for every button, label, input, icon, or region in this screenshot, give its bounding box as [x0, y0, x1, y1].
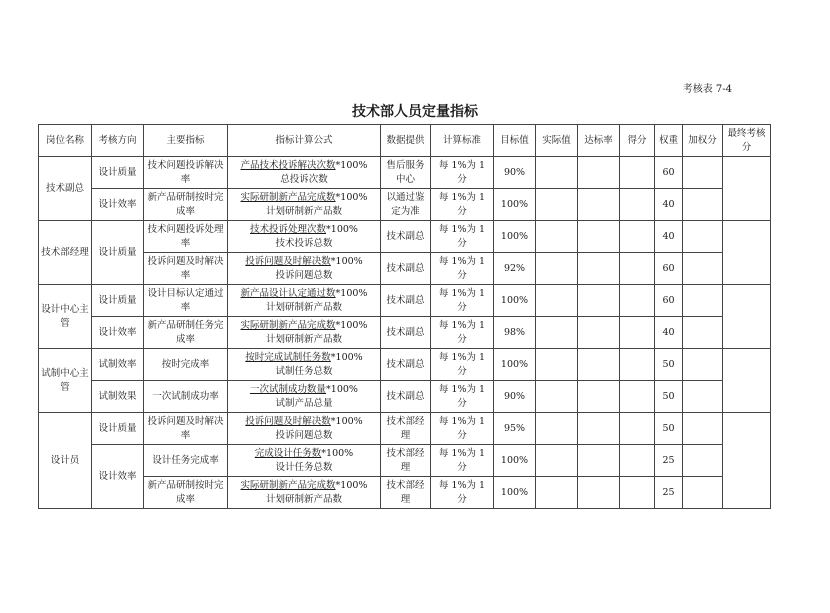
rate-cell [578, 221, 620, 253]
direction-cell: 设计效率 [92, 189, 144, 221]
rate-cell [578, 285, 620, 317]
actual-cell [536, 253, 578, 285]
score-cell [620, 317, 655, 349]
standard-cell: 每 1%为 1 分 [431, 189, 494, 221]
col-header: 达标率 [578, 125, 620, 157]
rate-cell [578, 413, 620, 445]
formula-line [241, 320, 368, 331]
indicator-cell: 设计任务完成率 [144, 445, 228, 477]
standard-cell: 每 1%为 1 分 [431, 317, 494, 349]
formula-numerator: 投诉问题及时解决数 [245, 415, 331, 427]
score-cell [620, 189, 655, 221]
indicator-cell: 投诉问题及时解决率 [144, 413, 228, 445]
score-cell [620, 381, 655, 413]
formula-line [245, 416, 362, 427]
weight-cell: 50 [655, 413, 683, 445]
formula-numerator: 实际研制新产品完成数 [240, 191, 336, 203]
position-cell: 技术副总 [39, 157, 92, 221]
table-row [39, 477, 771, 509]
formula-cell [228, 221, 381, 253]
col-header: 考核方向 [92, 125, 144, 157]
actual-cell [536, 221, 578, 253]
target-cell: 100% [494, 349, 536, 381]
formula-cell [228, 285, 381, 317]
col-header: 权重 [655, 125, 683, 157]
formula-numerator: 新产品设计认定通过数 [240, 287, 336, 299]
formula-multiplier: *100% [326, 383, 358, 395]
target-cell: 90% [494, 381, 536, 413]
score-cell [620, 445, 655, 477]
formula-multiplier: *100% [330, 351, 363, 363]
formula-cell [228, 445, 381, 477]
rate-cell [578, 253, 620, 285]
provider-cell: 售后服务中心 [381, 157, 431, 189]
formula-numerator: 一次试制成功数量 [250, 383, 327, 395]
col-header: 加权分 [683, 125, 723, 157]
rate-cell [578, 189, 620, 221]
target-cell: 100% [494, 221, 536, 253]
table-row [39, 381, 771, 413]
provider-cell: 技术副总 [381, 349, 431, 381]
provider-cell: 技术部经理 [381, 413, 431, 445]
actual-cell [536, 349, 578, 381]
weighted-score-cell [683, 413, 723, 445]
page-title: 技术部人员定量指标 [352, 104, 478, 120]
provider-cell: 以通过鉴定为准 [381, 189, 431, 221]
table-row [39, 317, 771, 349]
rate-cell [578, 157, 620, 189]
formula-line [255, 448, 353, 459]
indicator-cell: 投诉问题及时解决率 [144, 253, 228, 285]
target-cell: 100% [494, 445, 536, 477]
col-header: 实际值 [536, 125, 578, 157]
direction-cell: 设计质量 [92, 413, 144, 445]
formula-multiplier: *100% [335, 159, 368, 171]
target-cell: 98% [494, 317, 536, 349]
col-header: 指标计算公式 [228, 125, 381, 157]
col-header: 数据提供 [381, 125, 431, 157]
standard-cell: 每 1%为 1 分 [431, 477, 494, 509]
final-score-cell [723, 413, 771, 509]
standard-cell: 每 1%为 1 分 [431, 285, 494, 317]
rate-cell [578, 317, 620, 349]
formula-multiplier: *100% [335, 191, 368, 203]
formula-numerator: 实际研制新产品完成数 [240, 479, 336, 491]
score-cell [620, 221, 655, 253]
weighted-score-cell [683, 477, 723, 509]
rate-cell [578, 445, 620, 477]
formula-multiplier: *100% [335, 287, 368, 299]
final-score-cell [723, 221, 771, 285]
direction-cell: 设计质量 [92, 285, 144, 317]
formula-multiplier: *100% [330, 255, 363, 267]
standard-cell: 每 1%为 1 分 [431, 349, 494, 381]
formula-cell [228, 381, 381, 413]
indicator-cell: 新产品研制按时完成率 [144, 189, 228, 221]
actual-cell [536, 189, 578, 221]
final-score-cell [723, 349, 771, 413]
weight-cell: 40 [655, 317, 683, 349]
table-row [39, 253, 771, 285]
provider-cell: 技术副总 [381, 253, 431, 285]
weighted-score-cell [683, 445, 723, 477]
indicator-cell: 新产品研制任务完成率 [144, 317, 228, 349]
formula-numerator: 按时完成试制任务数 [245, 351, 331, 363]
direction-cell: 设计质量 [92, 157, 144, 189]
direction-cell: 设计效率 [92, 317, 144, 349]
formula-denominator: 试制产品总量 [275, 397, 333, 409]
target-cell: 100% [494, 477, 536, 509]
formula-multiplier: *100% [326, 223, 358, 235]
indicator-cell: 设计目标认定通过率 [144, 285, 228, 317]
col-header: 计算标准 [431, 125, 494, 157]
formula-line [250, 224, 358, 235]
weighted-score-cell [683, 157, 723, 189]
formula-denominator: 总投诉次数 [280, 173, 328, 185]
target-cell: 95% [494, 413, 536, 445]
actual-cell [536, 445, 578, 477]
formula-line [241, 288, 368, 299]
weighted-score-cell [683, 221, 723, 253]
indicator-cell: 技术问题投诉解决率 [144, 157, 228, 189]
standard-cell: 每 1%为 1 分 [431, 413, 494, 445]
weighted-score-cell [683, 189, 723, 221]
weight-cell: 40 [655, 189, 683, 221]
score-cell [620, 157, 655, 189]
target-cell: 92% [494, 253, 536, 285]
provider-cell: 技术副总 [381, 317, 431, 349]
weight-cell: 60 [655, 157, 683, 189]
formula-denominator: 技术投诉总数 [275, 237, 333, 249]
position-cell: 试制中心主管 [39, 349, 92, 413]
formula-line [241, 160, 368, 171]
weighted-score-cell [683, 381, 723, 413]
formula-numerator: 投诉问题及时解决数 [245, 255, 331, 267]
formula-line [241, 480, 368, 491]
rate-cell [578, 381, 620, 413]
standard-cell: 每 1%为 1 分 [431, 253, 494, 285]
standard-cell: 每 1%为 1 分 [431, 381, 494, 413]
weighted-score-cell [683, 285, 723, 317]
provider-cell: 技术副总 [381, 381, 431, 413]
direction-cell: 设计效率 [92, 445, 144, 509]
rate-cell [578, 349, 620, 381]
weight-cell: 25 [655, 445, 683, 477]
weight-cell: 60 [655, 285, 683, 317]
direction-cell: 试制效果 [92, 381, 144, 413]
actual-cell [536, 477, 578, 509]
kpi-table [38, 124, 771, 509]
table-row [39, 413, 771, 445]
rate-cell [578, 477, 620, 509]
formula-cell [228, 413, 381, 445]
form-number: 考核表 7-4 [682, 84, 732, 95]
weighted-score-cell [683, 349, 723, 381]
target-cell: 100% [494, 189, 536, 221]
formula-cell [228, 253, 381, 285]
formula-numerator: 完成设计任务数 [254, 447, 322, 459]
final-score-cell [723, 157, 771, 221]
score-cell [620, 477, 655, 509]
indicator-cell: 新产品研制按时完成率 [144, 477, 228, 509]
actual-cell [536, 285, 578, 317]
formula-denominator: 计划研制新产品数 [265, 205, 342, 217]
provider-cell: 技术部经理 [381, 445, 431, 477]
direction-cell: 试制效率 [92, 349, 144, 381]
table-row [39, 445, 771, 477]
score-cell [620, 253, 655, 285]
table-row [39, 189, 771, 221]
standard-cell: 每 1%为 1 分 [431, 221, 494, 253]
indicator-cell: 技术问题投诉处理率 [144, 221, 228, 253]
provider-cell: 技术副总 [381, 285, 431, 317]
formula-denominator: 投诉问题总数 [275, 269, 333, 281]
weight-cell: 50 [655, 381, 683, 413]
weight-cell: 40 [655, 221, 683, 253]
formula-cell [228, 317, 381, 349]
actual-cell [536, 157, 578, 189]
indicator-cell: 按时完成率 [144, 349, 228, 381]
weight-cell: 60 [655, 253, 683, 285]
target-cell: 100% [494, 285, 536, 317]
formula-denominator: 计划研制新产品数 [265, 333, 342, 345]
score-cell [620, 349, 655, 381]
score-cell [620, 285, 655, 317]
weighted-score-cell [683, 317, 723, 349]
indicator-cell: 一次试制成功率 [144, 381, 228, 413]
formula-denominator: 设计任务总数 [275, 461, 333, 473]
formula-denominator: 计划研制新产品数 [265, 493, 342, 505]
formula-denominator: 投诉问题总数 [275, 429, 333, 441]
table-row [39, 349, 771, 381]
col-header: 目标值 [494, 125, 536, 157]
standard-cell: 每 1%为 1 分 [431, 157, 494, 189]
position-cell: 设计员 [39, 413, 92, 509]
formula-denominator: 计划研制新产品数 [265, 301, 342, 313]
position-cell: 设计中心主管 [39, 285, 92, 349]
standard-cell: 每 1%为 1 分 [431, 445, 494, 477]
table-row [39, 285, 771, 317]
weighted-score-cell [683, 253, 723, 285]
formula-line [241, 192, 368, 203]
formula-cell [228, 189, 381, 221]
weight-cell: 50 [655, 349, 683, 381]
table-header-row [39, 125, 771, 157]
actual-cell [536, 381, 578, 413]
actual-cell [536, 317, 578, 349]
provider-cell: 技术副总 [381, 221, 431, 253]
formula-cell [228, 477, 381, 509]
actual-cell [536, 413, 578, 445]
weight-cell: 25 [655, 477, 683, 509]
formula-denominator: 试制任务总数 [275, 365, 333, 377]
table-row [39, 157, 771, 189]
formula-multiplier: *100% [335, 479, 368, 491]
direction-cell: 设计质量 [92, 221, 144, 285]
provider-cell: 技术部经理 [381, 477, 431, 509]
formula-line [250, 384, 358, 395]
position-cell: 技术部经理 [39, 221, 92, 285]
col-header: 主要指标 [144, 125, 228, 157]
col-header: 最终考核分 [723, 125, 771, 157]
formula-numerator: 实际研制新产品完成数 [240, 319, 336, 331]
formula-line [245, 352, 362, 363]
formula-multiplier: *100% [335, 319, 368, 331]
final-score-cell [723, 285, 771, 349]
target-cell: 90% [494, 157, 536, 189]
formula-multiplier: *100% [321, 447, 354, 459]
formula-numerator: 技术投诉处理次数 [250, 223, 327, 235]
formula-multiplier: *100% [330, 415, 363, 427]
score-cell [620, 413, 655, 445]
formula-numerator: 产品技术投诉解决次数 [240, 159, 336, 171]
col-header: 岗位名称 [39, 125, 92, 157]
formula-cell [228, 349, 381, 381]
formula-cell [228, 157, 381, 189]
table-row [39, 221, 771, 253]
col-header: 得分 [620, 125, 655, 157]
formula-line [245, 256, 362, 267]
